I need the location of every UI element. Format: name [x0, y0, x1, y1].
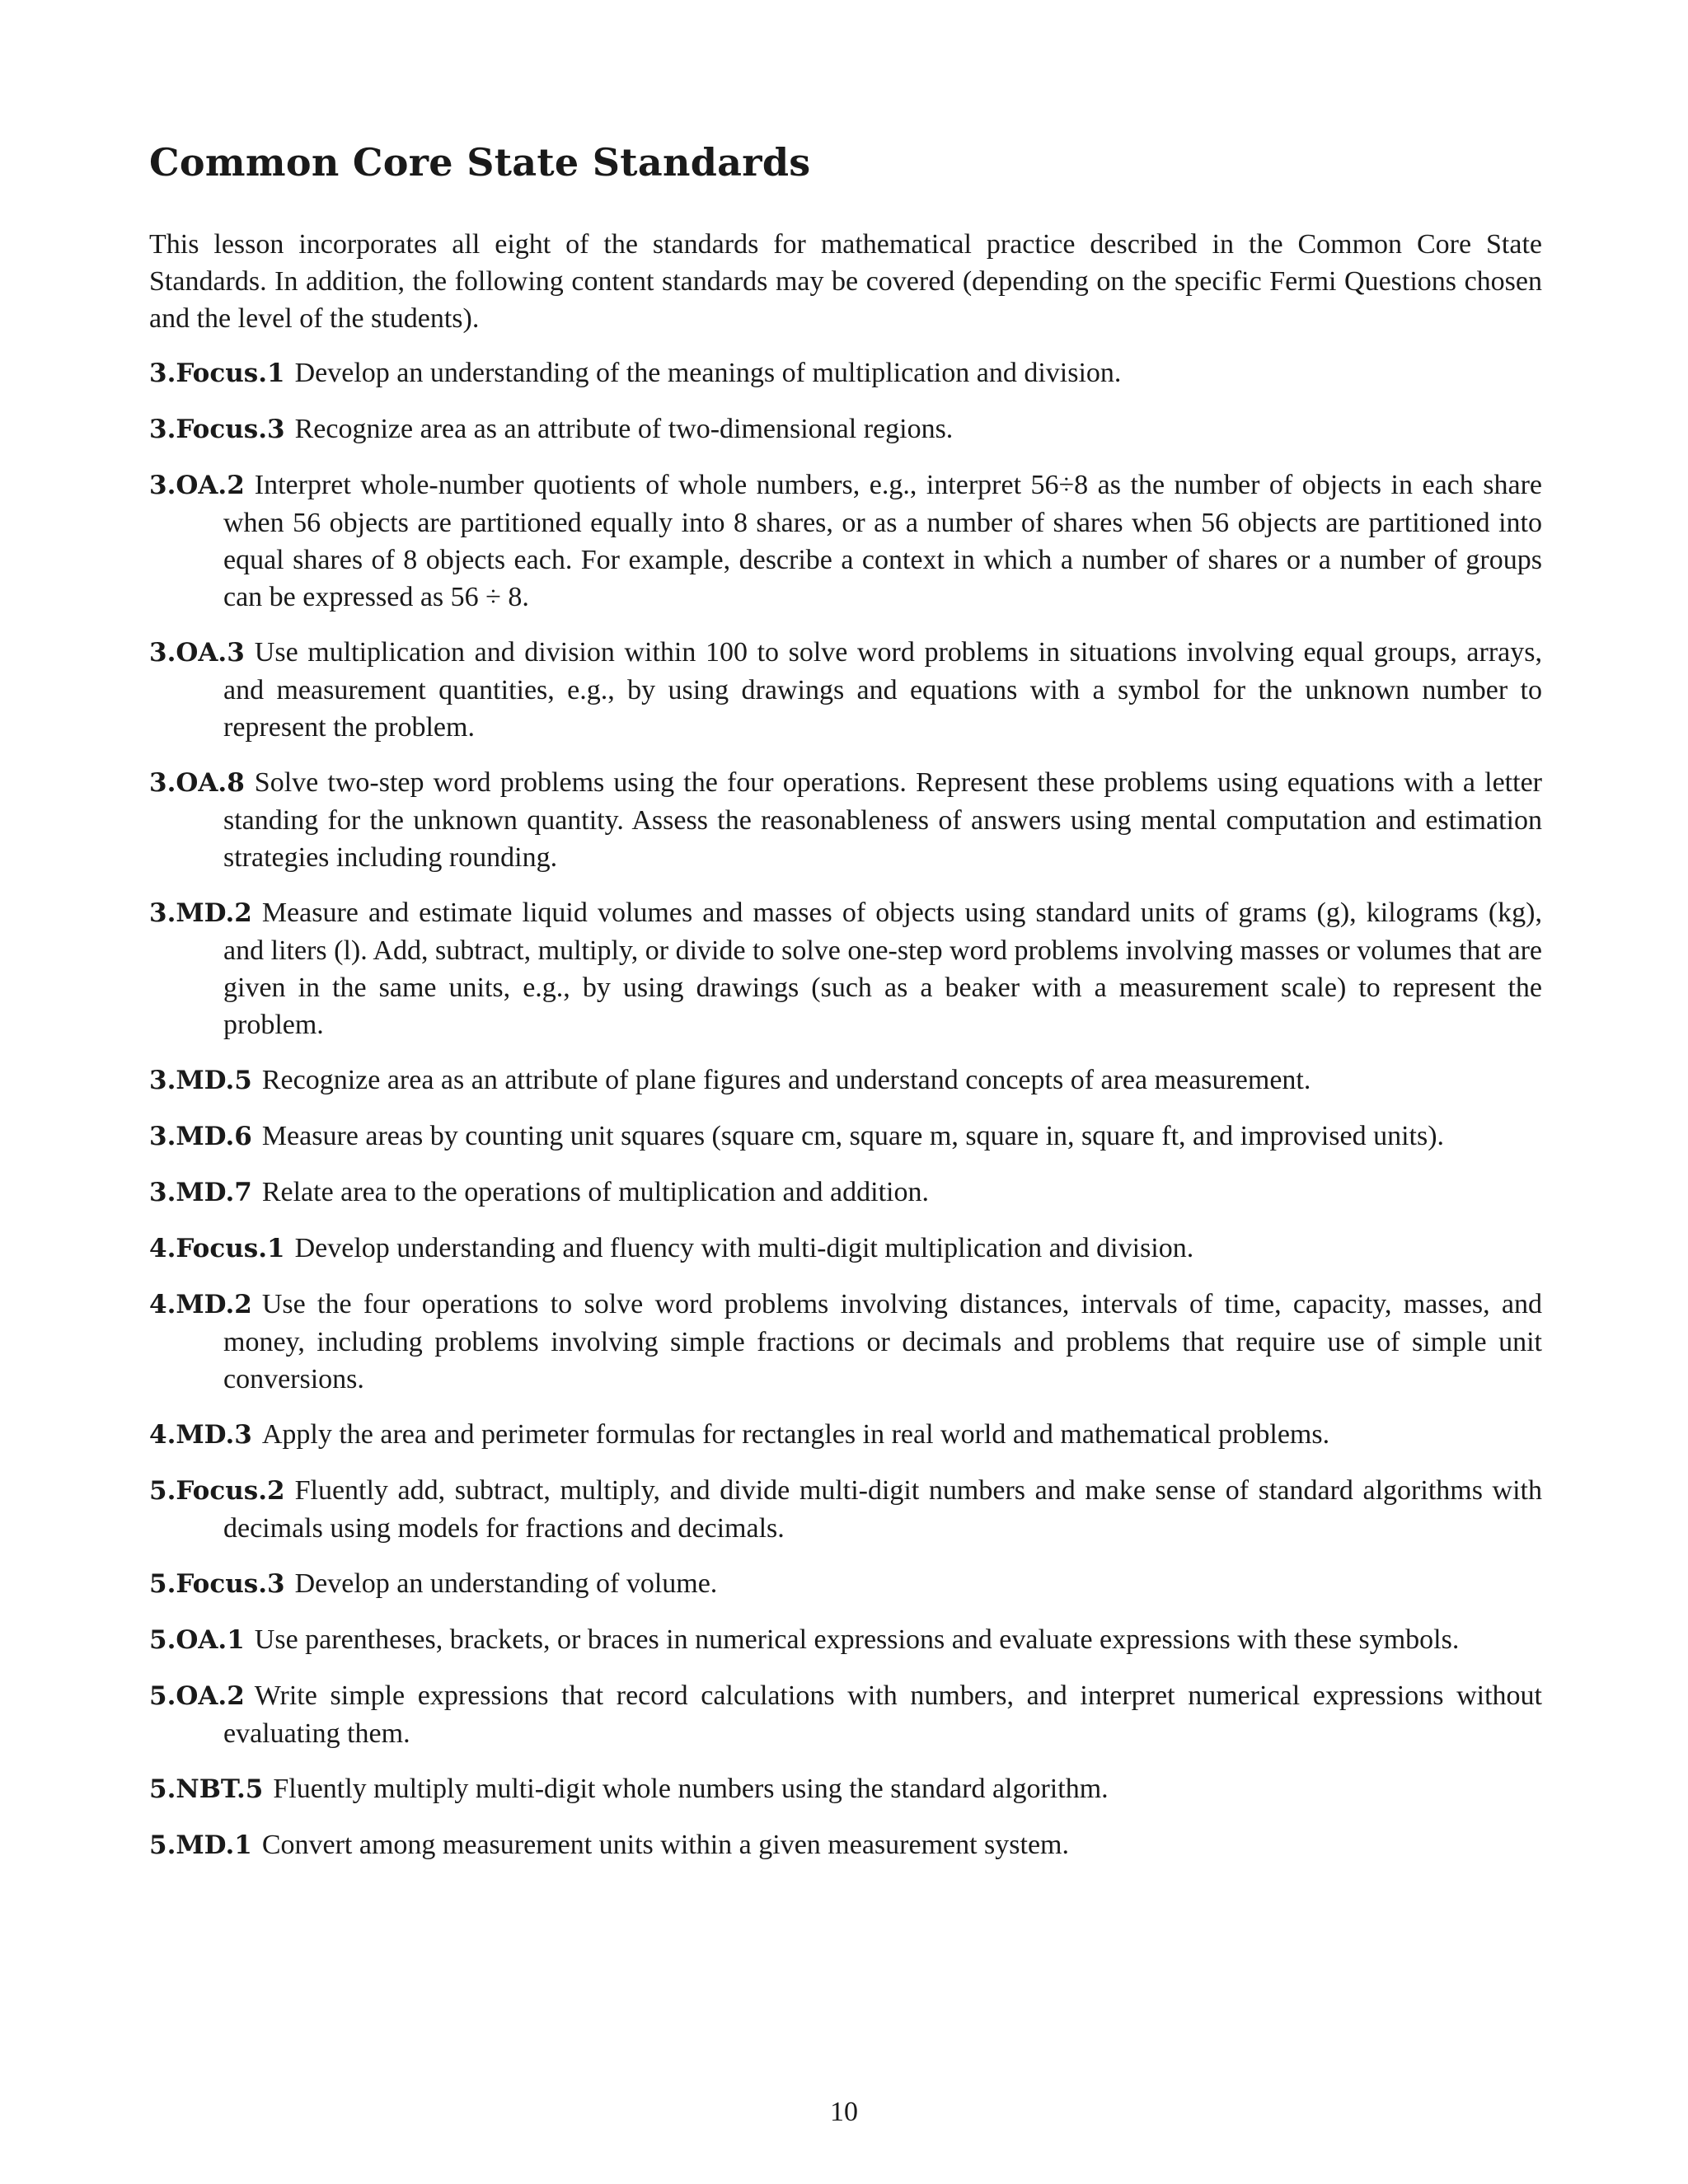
standard-item	[149, 764, 1542, 876]
standard-text: Solve two-step word problems using the four operations. Represent these problems using equations with a letter standing for the unknown quantity. Assess the reasonableness of answers using mental computation and estimation strategies including rounding.	[223, 767, 1542, 873]
document-page	[149, 140, 1542, 1882]
standard-text: Fluently add, subtract, multiply, and divide multi-digit numbers and make sense of standard algorithms with decimals using models for fractions and decimals.	[223, 1475, 1542, 1544]
standard-text: Measure and estimate liquid volumes and masses of objects using standard units of grams (g), kilograms (kg), and liters (l). Add, subtract, multiply, or divide to solve one-step word problems involving masses or volumes that are given in the same units, e.g., by using drawings (such as a beaker with a measurement scale) to represent the problem.	[223, 898, 1542, 1040]
standard-code: 3.Focus.3	[149, 415, 285, 444]
standard-item	[149, 1174, 1542, 1212]
standard-code: 3.MD.7	[149, 1178, 252, 1207]
standard-code: 5.OA.2	[149, 1681, 245, 1711]
standard-item	[149, 894, 1542, 1043]
standard-code: 4.MD.3	[149, 1420, 252, 1450]
standard-code: 5.OA.1	[149, 1625, 245, 1655]
standard-code: 3.MD.6	[149, 1122, 252, 1151]
standard-item	[149, 1621, 1542, 1659]
standard-code: 3.OA.2	[149, 471, 245, 500]
standard-code: 3.Focus.1	[149, 359, 285, 388]
standard-item	[149, 1230, 1542, 1268]
standard-text: Use multiplication and division within 100 to solve word problems in situations involving equal groups, arrays, and measurement quantities, e.g., by using drawings and equations with a symbol for the unknown number to represent the problem.	[223, 637, 1542, 743]
standard-text: Interpret whole-number quotients of whole numbers, e.g., interpret 56÷8 as the number of objects in each share when 56 objects are partitioned equally into 8 shares, or as a number of shares when 56 objects are partitioned into equal shares of 8 objects each. For example, describe a context in which a number of shares or a number of groups can be expressed as 56 ÷ 8.	[223, 470, 1542, 612]
standard-text: Use the four operations to solve word problems involving distances, intervals of time, capacity, masses, and money, including problems involving simple fractions or decimals and problems that require use of simple unit conversions.	[223, 1289, 1542, 1394]
standard-item	[149, 410, 1542, 448]
standard-code: 3.OA.3	[149, 638, 245, 668]
standard-code: 5.MD.1	[149, 1830, 252, 1860]
standard-text: Apply the area and perimeter formulas for rectangles in real world and mathematical problems.	[261, 1419, 1330, 1450]
standard-text: Convert among measurement units within a given measurement system.	[261, 1830, 1070, 1860]
standard-text: Use parentheses, brackets, or braces in numerical expressions and evaluate expressions with these symbols.	[254, 1624, 1460, 1655]
standard-item	[149, 634, 1542, 746]
standard-code: 4.MD.2	[149, 1290, 252, 1319]
standard-item	[149, 1677, 1542, 1752]
standard-item	[149, 1416, 1542, 1454]
standard-item	[149, 1118, 1542, 1155]
standard-code: 5.Focus.2	[149, 1476, 285, 1506]
standard-code: 4.Focus.1	[149, 1234, 285, 1263]
standard-code: 3.MD.5	[149, 1066, 252, 1095]
standard-item	[149, 1826, 1542, 1864]
standard-text: Measure areas by counting unit squares (square cm, square m, square in, square ft, and improvised units).	[261, 1121, 1445, 1151]
standard-code: 3.MD.2	[149, 898, 252, 928]
intro-paragraph: This lesson incorporates all eight of the standards for mathematical practice described in the Common Core State Standards. In addition, the following content standards may be covered (depending on the specific Fermi Questions chosen and the level of the students).	[149, 229, 1542, 334]
standard-item	[149, 1472, 1542, 1547]
standard-text: Fluently multiply multi-digit whole numbers using the standard algorithm.	[273, 1774, 1109, 1804]
section-title: Common Core State Standards	[149, 140, 811, 185]
standard-item	[149, 1286, 1542, 1398]
standard-code: 5.Focus.3	[149, 1569, 285, 1599]
standard-text: Relate area to the operations of multiplication and addition.	[261, 1177, 929, 1207]
standard-text: Recognize area as an attribute of plane figures and understand concepts of area measurement.	[261, 1065, 1311, 1095]
standard-item	[149, 1565, 1542, 1603]
standard-text: Write simple expressions that record calculations with numbers, and interpret numerical expressions without evaluating them.	[223, 1680, 1542, 1749]
standard-code: 3.OA.8	[149, 768, 245, 798]
standard-code: 5.NBT.5	[149, 1774, 264, 1804]
standard-text: Develop an understanding of volume.	[294, 1568, 718, 1599]
standard-item	[149, 1770, 1542, 1808]
standard-text: Recognize area as an attribute of two-dimensional regions.	[294, 414, 954, 444]
standard-item	[149, 466, 1542, 616]
standard-text: Develop understanding and fluency with multi-digit multiplication and division.	[294, 1233, 1194, 1263]
standard-text: Develop an understanding of the meanings of multiplication and division.	[294, 358, 1122, 388]
standard-item	[149, 1062, 1542, 1099]
page-number: 10	[830, 2097, 858, 2127]
standard-item	[149, 354, 1542, 392]
standards-list	[149, 354, 1542, 1864]
